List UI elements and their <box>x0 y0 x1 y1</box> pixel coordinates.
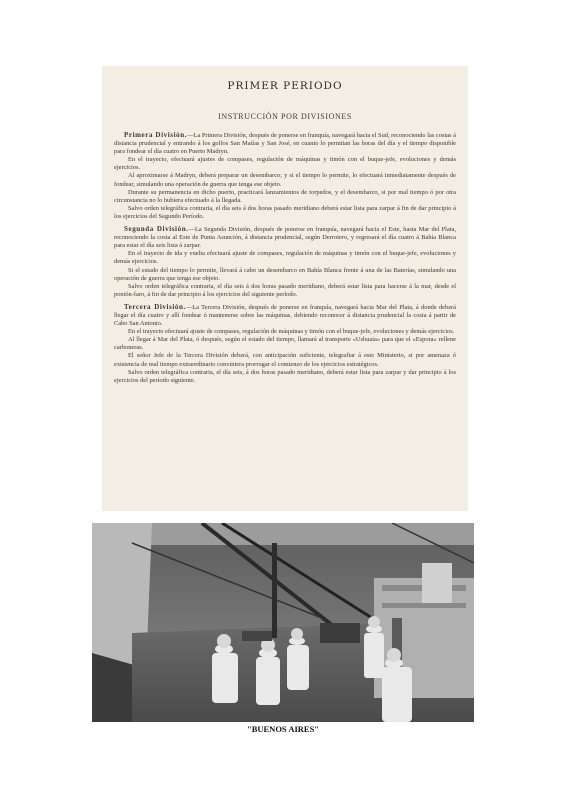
page-title: PRIMER PERIODO <box>227 80 343 92</box>
photo-caption: "BUENOS AIRES" <box>246 724 320 734</box>
paragraph: Salvo orden telegráfica contraria, el día seis á dos horas pasado meridiano deberá estar lista para zarpar á fin de dar principio á los ejercicios del Segundo Período. <box>114 204 456 220</box>
paragraph-text: —La Segunda División, después de ponerse en franquía, navegará hacia el Este, hasta Mar del Plata, reconociendo la costa al Este de Punta Asunción, á distancia prudencial, según Derrotero, y regresará el día cuatro á Bahía Blanca para estar el día seis lista á zarpar. <box>114 226 456 250</box>
paragraph <box>114 225 456 250</box>
paragraph: En el trayecto de ida y vuelta efectuará ajuste de compases, regulación de máquinas y timón con el buque-jefe, evoluciones y demás ejercicios. <box>114 250 456 266</box>
ship-deck-illustration <box>92 523 474 722</box>
ship-deck-photo <box>92 523 474 722</box>
paragraph-text: —La Primera División, después de ponerse en franquía, navegará hacia el Sud, reconociendo las costas á distancia prudencial y entrando á los golfos San Matías y San José, en cuanto lo permitan las horas del día y el tiempo disponible para fondear el día cuatro en Puerto Madryn. <box>114 132 456 156</box>
paragraph: Al aproximarse á Madryn, deberá preparar un desembarco; y si el tiempo lo permite, lo efectuará inmediatamente después de fondear, simulando una operación de guerra que tenga ese objeto. <box>114 172 456 188</box>
document-scan <box>102 66 468 511</box>
paragraph-text: —La Tercera División, después de ponerse en franquía, navegará hacia Mar del Plata, á donde deberá llegar el día cuatro y allí fondear ó mantenerse sobre las máquinas, debiendo reconocer á distancia prudencial la costa á partir de Cabo San Antonio. <box>114 303 456 328</box>
division-lead: Primera División. <box>124 131 188 139</box>
paragraph: Si el estado del tiempo lo permite, llevará á cabo un desembarco en Bahía Blanca frente á una de las Baterías, simulando una operación de guerra que tenga ese objeto. <box>114 266 456 282</box>
section-heading: INSTRUCCIÓN POR DIVISIONES <box>218 112 352 121</box>
paragraph: En el trayecto, efectuará ajustes de compases, regulación de máquinas y timón con el buque-jefe, evoluciones y demás ejercicios. <box>114 156 456 172</box>
paragraph: Salvo orden telegráfica contraria, el día seis, á dos horas pasado meridiano, deberá estar lista para zarpar y dar principio á los ejercicios del período siguiente. <box>114 368 456 384</box>
paragraph: Durante su permanencia en dicho puerto, practicará lanzamientos de torpedos, y el desembarco, si por mal tiempo ó por otra circunstancia no lo hubiera efectuado á la llegada. <box>114 188 456 204</box>
paragraph <box>114 131 456 156</box>
paragraph: Al llegar á Mar del Plata, ó después, según el estado del tiempo, llamará al transporte «Ushuaia» para que el «Espora» rellene carboneras. <box>114 336 456 352</box>
paragraph <box>114 303 456 328</box>
paragraph: Salvo orden telegráfica contraria, el día seis á dos horas pasado meridiano, deberá estar lista para hacerse á la mar, desde el pontón-faro, á fin de dar principio á los ejercicios del siguiente período. <box>114 282 456 298</box>
paragraph: En el trayecto efectuará ajuste de compases, regulación de máquinas y timón con el buque-jefe, evoluciones y demás ejercicios. <box>128 328 455 336</box>
paragraph: El señor Jefe de la Tercera División deberá, con anticipación suficiente, telegrafiar á este Ministerio, si por amenaza ó existencia de mal tiempo extraordinario conviniera prorrogar el comienzo de los ejercicios estratégicos. <box>114 352 456 368</box>
division-lead: Tercera División. <box>124 302 186 311</box>
division-lead: Segunda División. <box>124 225 189 234</box>
document-body <box>114 131 456 385</box>
